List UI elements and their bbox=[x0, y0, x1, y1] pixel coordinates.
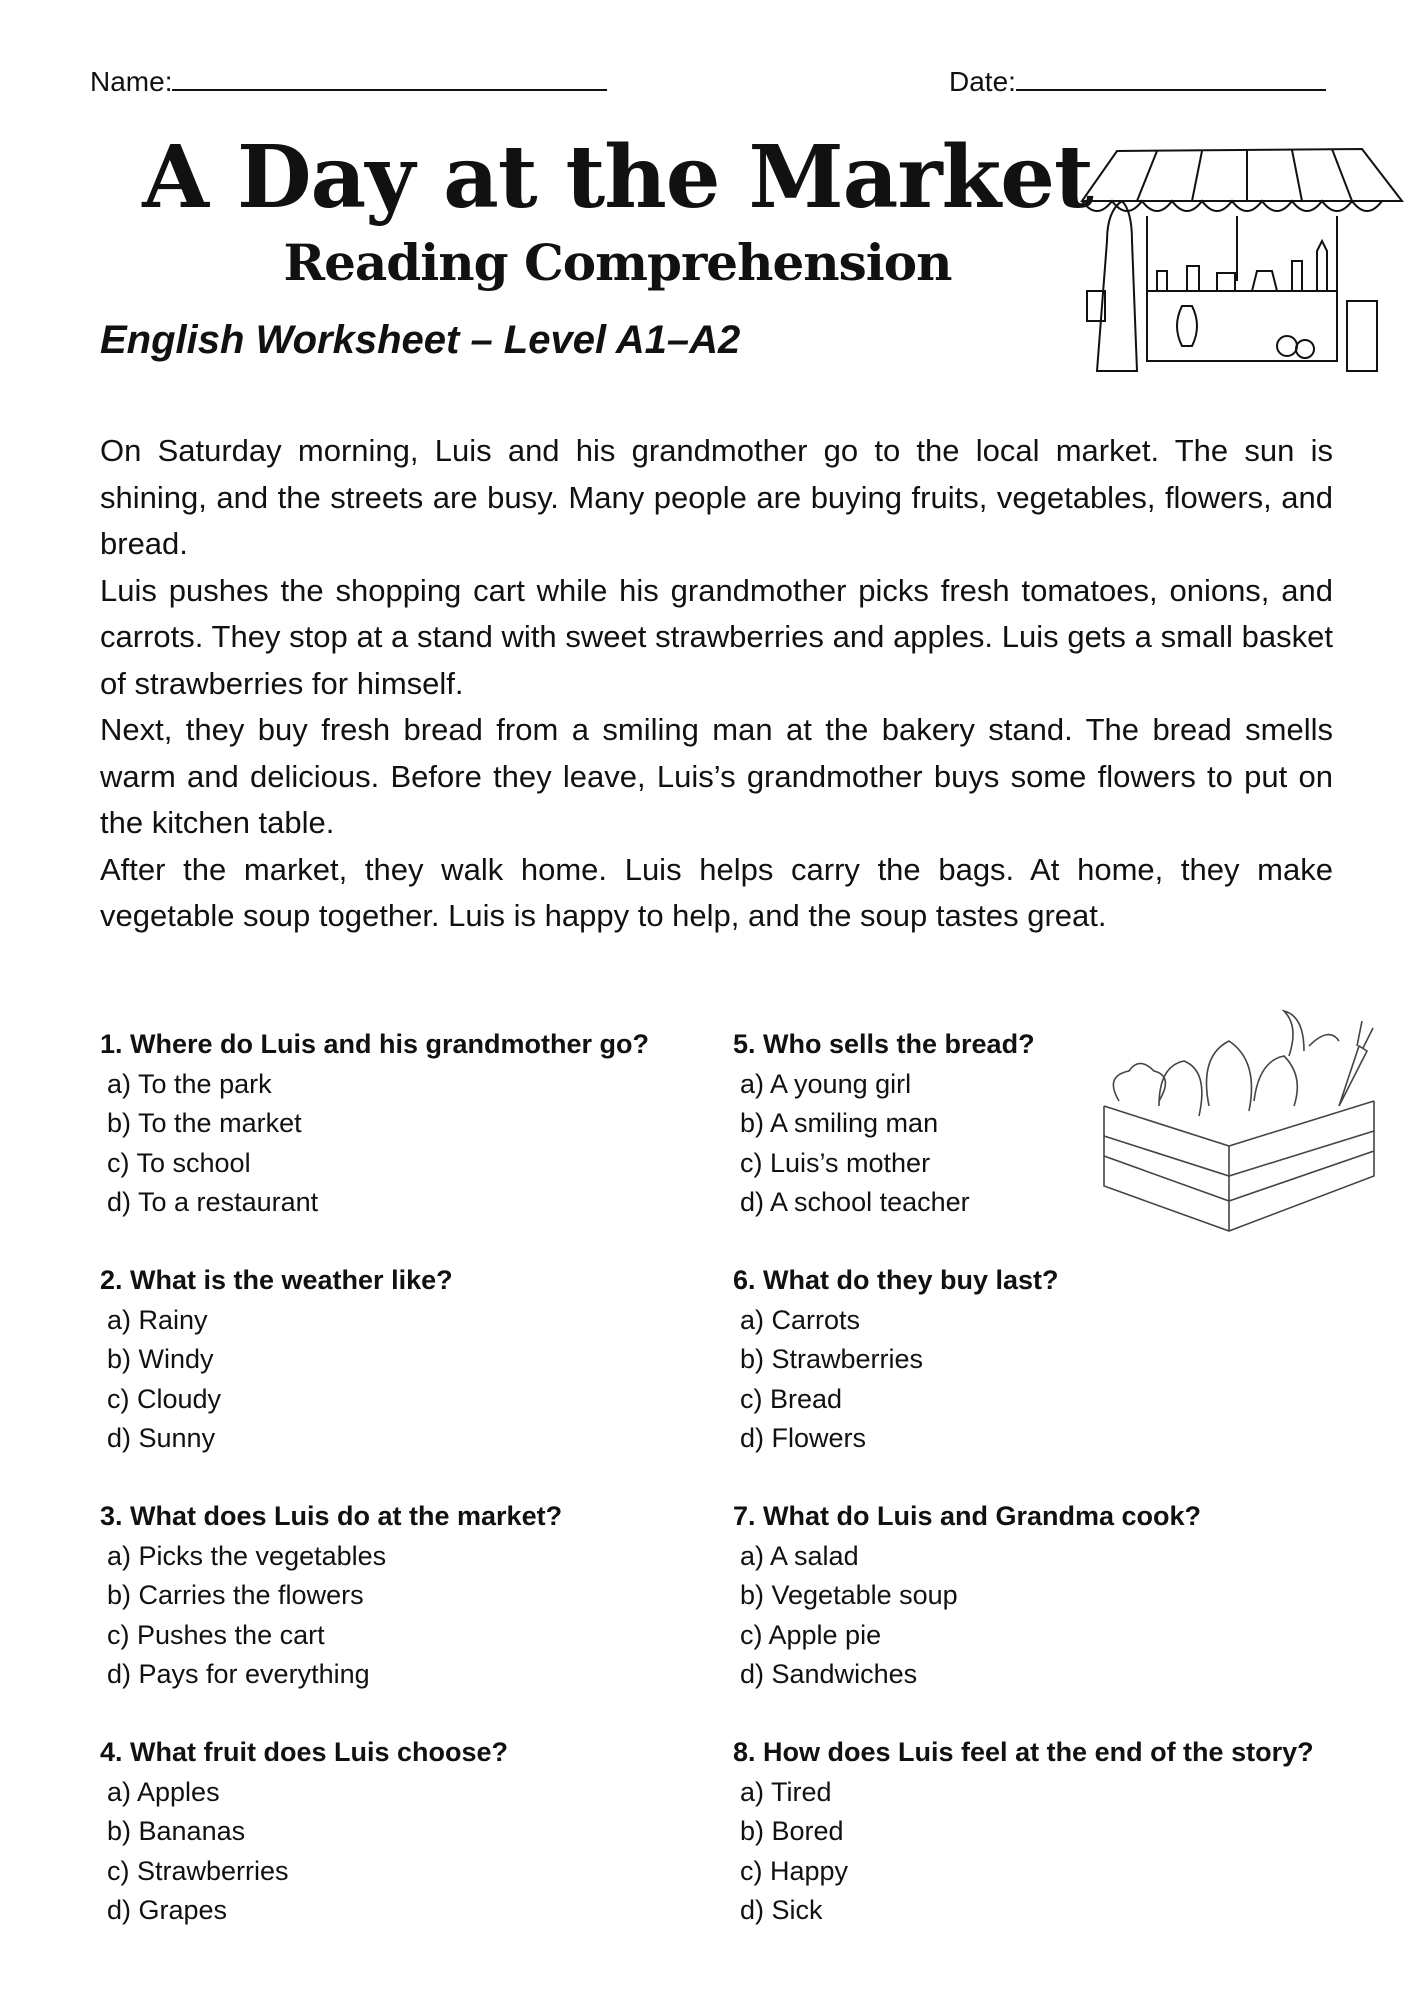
answer-option[interactable]: c) Apple pie bbox=[740, 1619, 882, 1650]
question-text: 8. How does Luis feel at the end of the story? bbox=[733, 1737, 1314, 1767]
answer-option[interactable]: a) Picks the vegetables bbox=[107, 1540, 387, 1571]
question-text: 1. Where do Luis and his grandmother go? bbox=[100, 1029, 650, 1059]
answer-option[interactable]: a) Carrots bbox=[740, 1304, 861, 1335]
answer-option[interactable]: d) Grapes bbox=[107, 1895, 228, 1925]
answer-option[interactable]: c) Happy bbox=[740, 1855, 849, 1886]
answer-option[interactable]: a) Apples bbox=[107, 1776, 220, 1807]
date-label: Date: bbox=[949, 66, 1016, 97]
question-6 bbox=[733, 1261, 1373, 1459]
market-stall-illustration bbox=[1077, 141, 1407, 376]
passage-paragraph: Luis pushes the shopping cart while his grandmother picks fresh tomatoes, onions, and carrots. They stop at a stand with sweet strawberries and apples. Luis gets a small basket of strawberries for himself. bbox=[100, 572, 1333, 701]
answer-option[interactable]: b) Windy bbox=[107, 1344, 214, 1374]
passage-paragraph: Next, they buy fresh bread from a smiling man at the bakery stand. The bread smells warm and delicious. Before they leave, Luis’s grandmother buys some flowers to put on the kitchen table. bbox=[100, 712, 1333, 840]
passage-paragraph: On Saturday morning, Luis and his grandmother go to the local market. The sun is shining, and the streets are busy. Many people are buying fruits, vegetables, flowers, and bread. bbox=[100, 433, 1333, 561]
answer-option[interactable]: c) To school bbox=[107, 1147, 251, 1178]
answer-option[interactable]: a) A young girl bbox=[740, 1068, 912, 1099]
worksheet-title: A Day at the Market bbox=[142, 127, 1093, 228]
worksheet-level: English Worksheet – Level A1–A2 bbox=[100, 318, 741, 362]
question-text: 6. What do they buy last? bbox=[733, 1265, 1059, 1295]
question-5 bbox=[733, 1025, 1373, 1223]
date-field[interactable] bbox=[949, 66, 1326, 98]
answer-option[interactable]: b) Carries the flowers bbox=[107, 1580, 364, 1610]
question-text: 5. Who sells the bread? bbox=[733, 1029, 1035, 1059]
answer-option[interactable]: b) Vegetable soup bbox=[740, 1580, 958, 1610]
question-7 bbox=[733, 1497, 1373, 1695]
question-1 bbox=[100, 1025, 740, 1223]
passage-paragraph: After the market, they walk home. Luis helps carry the bags. At home, they make vegetable soup together. Luis is happy to help, and the soup tastes great. bbox=[100, 851, 1333, 933]
worksheet-subtitle: Reading Comprehension bbox=[283, 233, 952, 292]
answer-option[interactable]: d) Flowers bbox=[740, 1423, 867, 1453]
question-8 bbox=[733, 1733, 1373, 1931]
answer-option[interactable]: b) To the market bbox=[107, 1108, 302, 1138]
answer-option[interactable]: c) Bread bbox=[740, 1383, 843, 1414]
answer-option[interactable]: b) Bananas bbox=[107, 1816, 246, 1846]
name-field[interactable] bbox=[90, 66, 607, 98]
date-blank-line[interactable] bbox=[1016, 67, 1326, 91]
answer-option[interactable]: a) To the park bbox=[107, 1068, 272, 1099]
answer-option[interactable]: a) A salad bbox=[740, 1540, 859, 1571]
answer-option[interactable]: a) Rainy bbox=[107, 1304, 208, 1335]
answer-option[interactable]: d) To a restaurant bbox=[107, 1187, 319, 1217]
reading-passage bbox=[100, 428, 1333, 940]
answer-option[interactable]: a) Tired bbox=[740, 1776, 832, 1807]
answer-option[interactable]: d) Sandwiches bbox=[740, 1659, 918, 1689]
answer-option[interactable]: d) Sick bbox=[740, 1895, 823, 1925]
question-3 bbox=[100, 1497, 740, 1695]
question-4 bbox=[100, 1733, 740, 1931]
answer-option[interactable]: c) Pushes the cart bbox=[107, 1619, 325, 1650]
answer-option[interactable]: d) Pays for everything bbox=[107, 1659, 370, 1689]
name-blank-line[interactable] bbox=[172, 67, 607, 91]
question-text: 3. What does Luis do at the market? bbox=[100, 1501, 563, 1531]
answer-option[interactable]: c) Strawberries bbox=[107, 1855, 289, 1886]
question-text: 7. What do Luis and Grandma cook? bbox=[733, 1501, 1202, 1531]
question-text: 4. What fruit does Luis choose? bbox=[100, 1737, 509, 1767]
answer-option[interactable]: c) Cloudy bbox=[107, 1383, 222, 1414]
answer-option[interactable]: d) Sunny bbox=[107, 1423, 216, 1453]
answer-option[interactable]: d) A school teacher bbox=[740, 1187, 970, 1217]
name-label: Name: bbox=[90, 66, 173, 97]
answer-option[interactable]: b) A smiling man bbox=[740, 1108, 939, 1138]
answer-option[interactable]: c) Luis’s mother bbox=[740, 1147, 931, 1178]
question-2 bbox=[100, 1261, 740, 1459]
answer-option[interactable]: b) Bored bbox=[740, 1816, 844, 1846]
answer-option[interactable]: b) Strawberries bbox=[740, 1344, 924, 1374]
question-text: 2. What is the weather like? bbox=[100, 1265, 453, 1295]
